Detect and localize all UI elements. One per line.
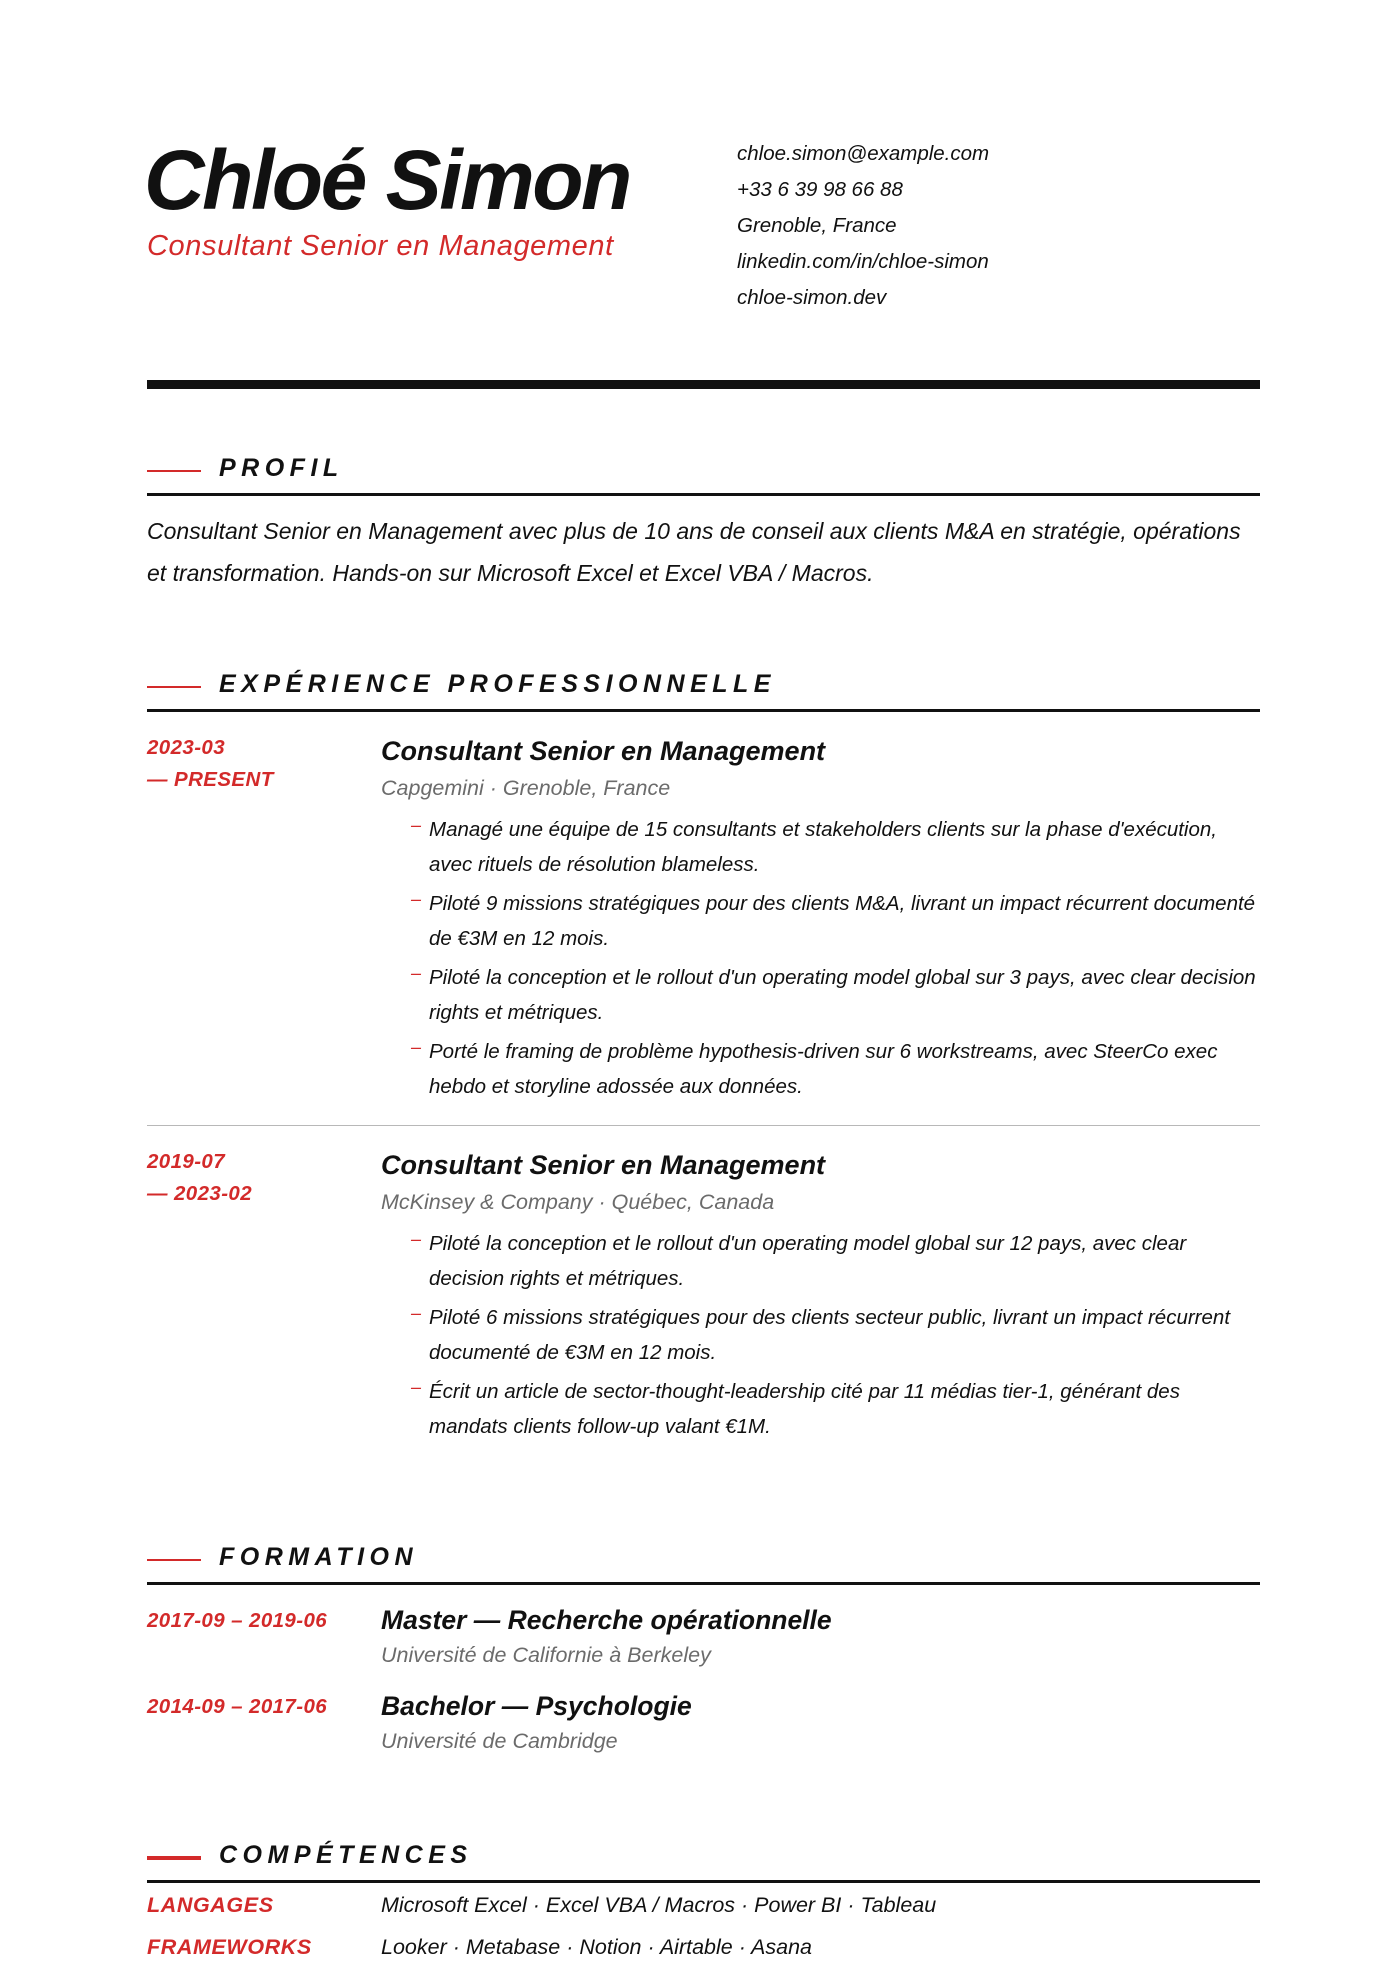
skill-list: Microsoft Excel · Excel VBA / Macros · Power BI · Tableau bbox=[381, 1893, 937, 1917]
section-heading bbox=[147, 1837, 1260, 1883]
entry-date bbox=[147, 1603, 347, 1638]
section-accent-line bbox=[147, 1559, 201, 1561]
date-range: 2017-09 – 2019-06 bbox=[147, 1609, 328, 1632]
skill-row bbox=[147, 1883, 1260, 1925]
section-title: EXPÉRIENCE PROFESSIONNELLE bbox=[219, 670, 776, 698]
date-start: 2023-03 bbox=[147, 736, 226, 759]
job-title: Consultant Senior en Management bbox=[381, 1150, 826, 1180]
resume-page bbox=[144, 0, 1260, 1980]
list-item bbox=[411, 1374, 1260, 1444]
profile-summary: Consultant Senior en Management avec plus de 10 ans de conseil aux clients M&A en stratégie, opérations et transformation. Hands-on sur Microsoft Excel et Excel VBA / Macros. bbox=[147, 518, 1241, 586]
degree-title: Master — Recherche opérationnelle bbox=[381, 1605, 832, 1635]
list-item bbox=[411, 1034, 1260, 1104]
bullet-text: Piloté 6 missions stratégiques pour des clients secteur public, livrant un impact récurrent documenté de €3M en 12 mois. bbox=[429, 1306, 1231, 1364]
bullet-text: Piloté 9 missions stratégiques pour des clients M&A, livrant un impact récurrent documenté de €3M en 12 mois. bbox=[429, 892, 1256, 950]
skill-category: FRAMEWORKS bbox=[147, 1935, 312, 1959]
section-title: PROFIL bbox=[219, 454, 344, 482]
bullet-text: Écrit un article de sector-thought-leadership cité par 11 médias tier-1, générant des mandats clients follow-up valant €1M. bbox=[429, 1380, 1180, 1438]
job-title: Consultant Senior en Management bbox=[381, 736, 826, 766]
date-end: — 2023-02 bbox=[147, 1182, 253, 1205]
entry-date bbox=[147, 1689, 347, 1724]
dash-bullet-icon: – bbox=[411, 1303, 422, 1323]
dash-bullet-icon: – bbox=[411, 1229, 422, 1249]
dash-bullet-icon: – bbox=[411, 1037, 422, 1057]
list-item bbox=[411, 886, 1260, 956]
contact-email: chloe.simon@example.com bbox=[737, 142, 990, 165]
contact-location: Grenoble, France bbox=[737, 214, 897, 237]
degree-title: Bachelor — Psychologie bbox=[381, 1691, 692, 1721]
list-item bbox=[411, 960, 1260, 1030]
list-item bbox=[411, 1300, 1260, 1370]
section-heading bbox=[147, 666, 1260, 712]
entry-body bbox=[381, 1126, 1260, 1444]
section-accent-line bbox=[147, 1856, 201, 1860]
bullet-text: Piloté la conception et le rollout d'un operating model global sur 12 pays, avec clear decision rights et métriques. bbox=[429, 1232, 1187, 1290]
resume-header bbox=[144, 130, 1260, 380]
bullet-text: Piloté la conception et le rollout d'un operating model global sur 3 pays, avec clear decision rights et métriques. bbox=[429, 966, 1256, 1024]
company-name: Capgemini · Grenoble, France bbox=[381, 776, 671, 800]
achievement-list bbox=[411, 812, 1260, 1104]
skills-section bbox=[147, 1837, 1260, 1967]
dash-bullet-icon: – bbox=[411, 889, 422, 909]
experience-section bbox=[147, 666, 1260, 1456]
section-title: COMPÉTENCES bbox=[219, 1841, 473, 1869]
bullet-text: Porté le framing de problème hypothesis-driven sur 6 workstreams, avec SteerCo exec hebdo et storyline adossée aux données. bbox=[429, 1040, 1218, 1098]
contact-linkedin: linkedin.com/in/chloe-simon bbox=[737, 250, 989, 273]
list-item bbox=[411, 812, 1260, 882]
school-name: Université de Californie à Berkeley bbox=[381, 1643, 711, 1667]
skill-category: LANGAGES bbox=[147, 1893, 274, 1917]
section-accent-line bbox=[147, 470, 201, 472]
bullet-text: Managé une équipe de 15 consultants et stakeholders clients sur la phase d'exécution, avec rituels de résolution blameless. bbox=[429, 818, 1217, 876]
entry-body bbox=[381, 1585, 1260, 1673]
skill-row bbox=[147, 1925, 1260, 1967]
entry-body bbox=[381, 1671, 1260, 1759]
date-start: 2019-07 bbox=[147, 1150, 226, 1173]
education-entry bbox=[147, 1585, 1260, 1671]
dash-bullet-icon: – bbox=[411, 963, 422, 983]
experience-entry bbox=[147, 712, 1260, 1126]
person-role: Consultant Senior en Management bbox=[147, 230, 614, 262]
header-divider bbox=[147, 380, 1260, 389]
entry-body bbox=[381, 712, 1260, 1104]
contact-phone: +33 6 39 98 66 88 bbox=[737, 178, 903, 201]
person-name: Chloé Simon bbox=[144, 133, 630, 227]
entry-date bbox=[147, 732, 274, 796]
dash-bullet-icon: – bbox=[411, 1377, 422, 1397]
school-name: Université de Cambridge bbox=[381, 1729, 618, 1753]
experience-entry bbox=[147, 1126, 1260, 1456]
section-title: FORMATION bbox=[219, 1543, 419, 1571]
section-accent-line bbox=[147, 686, 201, 688]
skill-list: Looker · Metabase · Notion · Airtable · Asana bbox=[381, 1935, 812, 1959]
education-entry bbox=[147, 1671, 1260, 1757]
company-name: McKinsey & Company · Québec, Canada bbox=[381, 1190, 775, 1214]
education-section bbox=[147, 1539, 1260, 1757]
achievement-list bbox=[411, 1226, 1260, 1444]
date-end: — PRESENT bbox=[147, 768, 274, 791]
list-item bbox=[411, 1226, 1260, 1296]
section-heading bbox=[147, 1539, 1260, 1585]
entry-date bbox=[147, 1146, 252, 1210]
section-heading bbox=[147, 450, 1260, 496]
dash-bullet-icon: – bbox=[411, 815, 422, 835]
contact-website: chloe-simon.dev bbox=[737, 286, 887, 309]
profile-section bbox=[147, 450, 1260, 594]
contact-list bbox=[737, 136, 989, 316]
date-range: 2014-09 – 2017-06 bbox=[147, 1695, 328, 1718]
